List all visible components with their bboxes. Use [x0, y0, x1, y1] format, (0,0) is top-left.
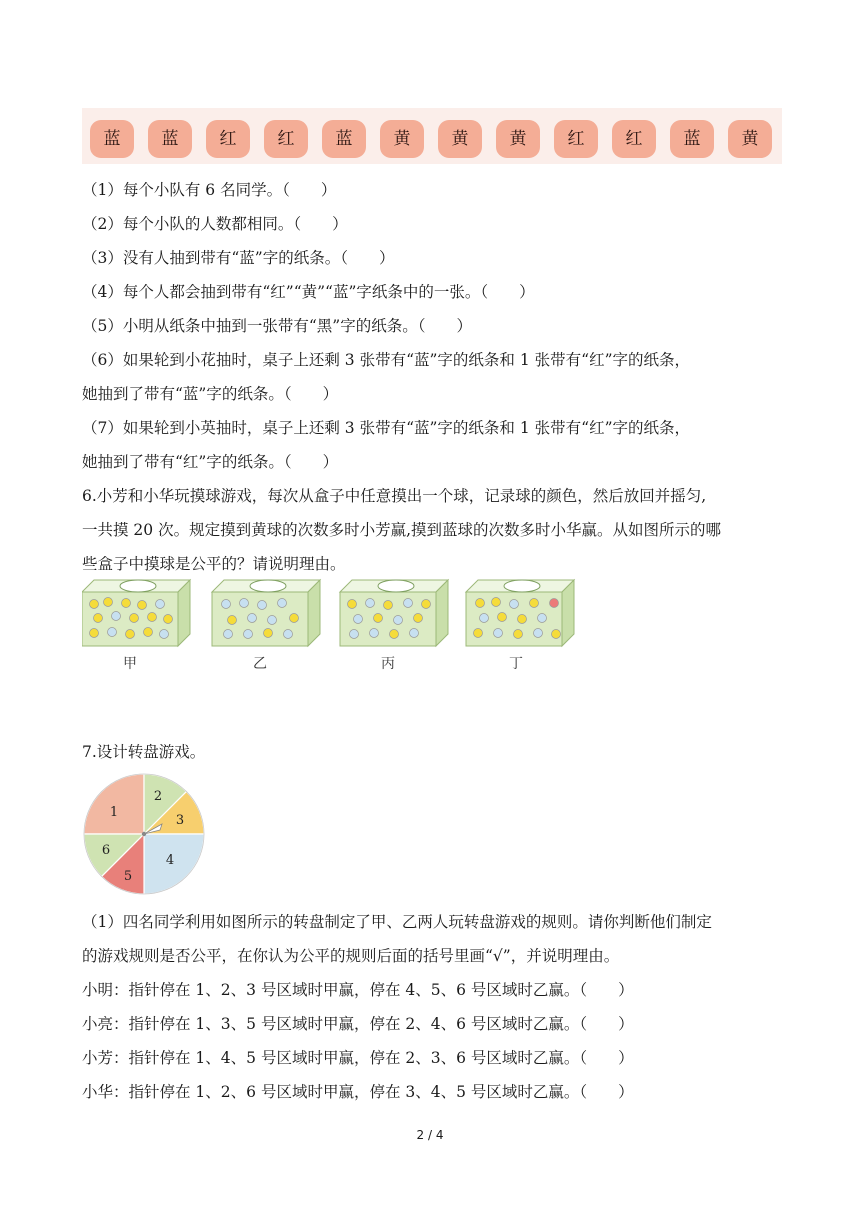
sector-label-4: 4 — [165, 853, 175, 868]
ball-boxes-figure — [82, 578, 592, 674]
q5-item-3: （3）没有人抽到带有“蓝”字的纸条。（ ） — [82, 249, 395, 267]
sector-label-1: 1 — [109, 805, 119, 820]
q5-item-1: （1）每个小队有 6 名同学。（ ） — [82, 181, 337, 199]
card: 蓝 — [322, 120, 366, 158]
sector-label-2: 2 — [153, 789, 163, 804]
q5-item-5: （5）小明从纸条中抽到一张带有“黑”字的纸条。（ ） — [82, 317, 472, 335]
card: 蓝 — [90, 120, 134, 158]
sector-label-3: 3 — [175, 813, 185, 828]
q7-text-1: （1）四名同学利用如图所示的转盘制定了甲、乙两人玩转盘游戏的规则。请你判断他们制定 — [82, 913, 712, 931]
box-label-yi: 乙 — [253, 656, 267, 672]
q7-title: 7.设计转盘游戏。 — [82, 743, 206, 761]
q6-text-2: 一共摸 20 次。规定摸到黄球的次数多时小芳赢,摸到蓝球的次数多时小华赢。从如图所示的哪 — [82, 521, 722, 539]
card: 红 — [264, 120, 308, 158]
card: 红 — [612, 120, 656, 158]
q7-text-2: 的游戏规则是否公平，在你认为公平的规则后面的括号里画“√”，并说明理由。 — [82, 947, 620, 965]
color-card-strip — [82, 108, 782, 164]
q6-text-1: 6.小芳和小华玩摸球游戏，每次从盒子中任意摸出一个球，记录球的颜色，然后放回并摇匀, — [82, 487, 707, 505]
box-label-ding: 丁 — [509, 656, 523, 672]
box-jia — [82, 580, 190, 672]
q5-item-4: （4）每个人都会抽到带有“红”“黄”“蓝”字纸条中的一张。（ ） — [82, 283, 535, 301]
q5-item-2: （2）每个小队的人数都相同。（ ） — [82, 215, 348, 233]
box-label-bing: 丙 — [381, 656, 395, 672]
q5-item-7-cont: 她抽到了带有“红”字的纸条。（ ） — [82, 453, 339, 471]
q7-rule-xiaohua: 小华：指针停在 1、2、6 号区域时甲赢，停在 3、4、5 号区域时乙赢。（ ） — [82, 1083, 634, 1101]
q5-item-6: （6）如果轮到小花抽时，桌子上还剩 3 张带有“蓝”字的纸条和 1 张带有“红”字的纸条， — [82, 351, 690, 369]
q7-rule-xiaofang: 小芳：指针停在 1、4、5 号区域时甲赢，停在 2、3、6 号区域时乙赢。（ ） — [82, 1049, 634, 1067]
card: 蓝 — [670, 120, 714, 158]
sector-label-5: 5 — [123, 869, 133, 884]
q7-rule-xiaoming: 小明：指针停在 1、2、3 号区域时甲赢，停在 4、5、6 号区域时乙赢。（ ） — [82, 981, 634, 999]
q5-item-6-cont: 她抽到了带有“蓝”字的纸条。（ ） — [82, 385, 339, 403]
card: 蓝 — [148, 120, 192, 158]
box-ding — [466, 580, 574, 672]
q6-text-3: 些盒子中摸球是公平的？请说明理由。 — [82, 555, 346, 573]
sector-label-6: 6 — [101, 843, 111, 858]
q7-rule-xiaoliang: 小亮：指针停在 1、3、5 号区域时甲赢，停在 2、4、6 号区域时乙赢。（ ） — [82, 1015, 634, 1033]
card: 黄 — [728, 120, 772, 158]
spinner-figure — [82, 772, 206, 896]
q5-item-7: （7）如果轮到小英抽时，桌子上还剩 3 张带有“蓝”字的纸条和 1 张带有“红”字的纸条， — [82, 419, 690, 437]
page-number: 2 / 4 — [416, 1128, 444, 1142]
card: 红 — [554, 120, 598, 158]
card: 黄 — [438, 120, 482, 158]
box-yi — [212, 580, 320, 672]
box-bing — [340, 580, 448, 672]
card: 黄 — [380, 120, 424, 158]
box-label-jia: 甲 — [123, 656, 137, 672]
card: 红 — [206, 120, 250, 158]
sector-1 — [84, 774, 144, 834]
card: 黄 — [496, 120, 540, 158]
